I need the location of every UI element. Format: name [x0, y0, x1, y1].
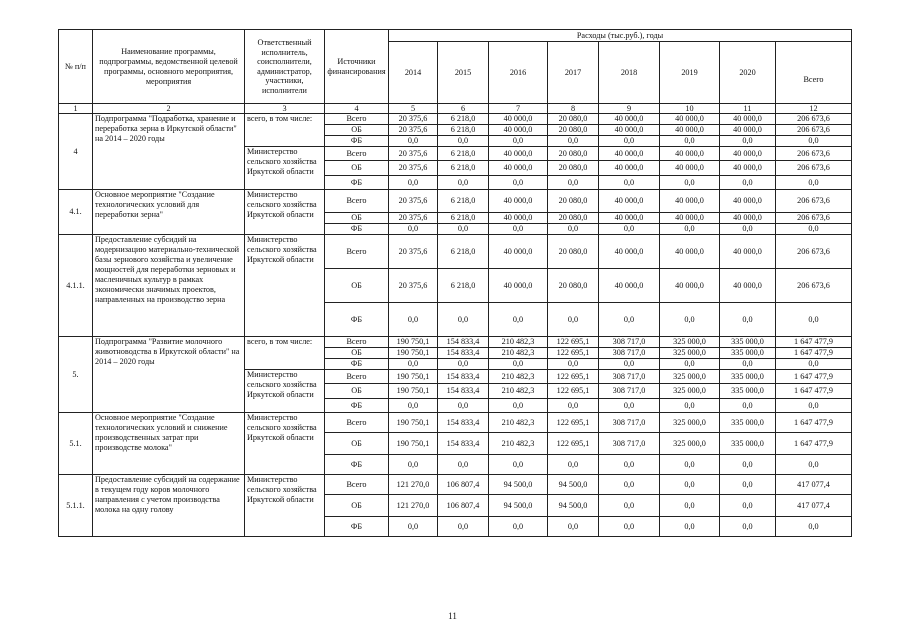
column-index: 8: [548, 104, 599, 114]
funding-source: Всего: [325, 114, 389, 125]
year-value: 0,0: [599, 136, 660, 147]
year-value: 0,0: [438, 176, 489, 190]
column-index: 2: [93, 104, 245, 114]
funding-source: Всего: [325, 147, 389, 161]
column-index: 7: [489, 104, 548, 114]
year-value: 308 717,0: [599, 348, 660, 359]
total-value: 206 673,6: [776, 235, 852, 269]
total-value: 0,0: [776, 176, 852, 190]
year-value: 20 375,6: [389, 213, 438, 224]
total-value: 206 673,6: [776, 269, 852, 303]
total-value: 0,0: [776, 136, 852, 147]
year-value: 40 000,0: [599, 269, 660, 303]
year-value: 325 000,0: [660, 384, 720, 399]
year-value: 0,0: [660, 359, 720, 370]
column-index: 9: [599, 104, 660, 114]
year-value: 40 000,0: [489, 125, 548, 136]
year-value: 20 375,6: [389, 161, 438, 176]
year-value: 20 080,0: [548, 161, 599, 176]
column-index: 5: [389, 104, 438, 114]
year-value: 94 500,0: [489, 475, 548, 495]
year-value: 335 000,0: [720, 348, 776, 359]
year-value: 6 218,0: [438, 235, 489, 269]
header-source: Источники финансирования: [325, 30, 389, 104]
year-value: 0,0: [660, 495, 720, 517]
year-value: 0,0: [548, 359, 599, 370]
program-name: Основное мероприятие "Создание технологических условий и снижение производственных затрат при производстве молока": [93, 413, 245, 475]
total-value: 206 673,6: [776, 125, 852, 136]
year-value: 6 218,0: [438, 147, 489, 161]
year-value: 94 500,0: [548, 495, 599, 517]
year-value: 0,0: [599, 495, 660, 517]
header-year: 2014: [389, 42, 438, 104]
year-value: 40 000,0: [660, 161, 720, 176]
year-value: 40 000,0: [720, 190, 776, 213]
program-name: Предоставление субсидий на содержание в текущем году коров молочного направления с учетом производства молока на одну голову: [93, 475, 245, 537]
year-value: 0,0: [548, 517, 599, 537]
column-index: 1: [59, 104, 93, 114]
year-value: 0,0: [389, 303, 438, 337]
year-value: 40 000,0: [660, 125, 720, 136]
year-value: 210 482,3: [489, 370, 548, 384]
year-value: 40 000,0: [489, 161, 548, 176]
year-value: 40 000,0: [489, 190, 548, 213]
year-value: 6 218,0: [438, 190, 489, 213]
year-value: 0,0: [489, 399, 548, 413]
total-value: 206 673,6: [776, 190, 852, 213]
year-value: 20 080,0: [548, 269, 599, 303]
year-value: 0,0: [548, 176, 599, 190]
year-value: 325 000,0: [660, 413, 720, 433]
executor: Министерство сельского хозяйства Иркутской области: [245, 475, 325, 537]
year-value: 308 717,0: [599, 370, 660, 384]
year-value: 325 000,0: [660, 370, 720, 384]
year-value: 0,0: [599, 399, 660, 413]
year-value: 40 000,0: [599, 235, 660, 269]
year-value: 0,0: [389, 517, 438, 537]
year-value: 40 000,0: [660, 190, 720, 213]
year-value: 122 695,1: [548, 384, 599, 399]
column-index: 3: [245, 104, 325, 114]
funding-source: ФБ: [325, 455, 389, 475]
year-value: 40 000,0: [489, 213, 548, 224]
year-value: 0,0: [489, 176, 548, 190]
year-value: 0,0: [438, 455, 489, 475]
total-value: 206 673,6: [776, 147, 852, 161]
table-header: [59, 30, 852, 114]
year-value: 0,0: [720, 399, 776, 413]
year-value: 335 000,0: [720, 337, 776, 348]
header-year: 2017: [548, 42, 599, 104]
year-value: 154 833,4: [438, 337, 489, 348]
header-num: № п/п: [59, 30, 93, 104]
total-value: 417 077,4: [776, 495, 852, 517]
year-value: 0,0: [599, 224, 660, 235]
year-value: 190 750,1: [389, 433, 438, 455]
year-value: 20 375,6: [389, 114, 438, 125]
total-value: 1 647 477,9: [776, 337, 852, 348]
year-value: 0,0: [438, 136, 489, 147]
year-value: 0,0: [438, 517, 489, 537]
year-value: 6 218,0: [438, 161, 489, 176]
column-index: 12: [776, 104, 852, 114]
header-expenses: Расходы (тыс.руб.), годы: [389, 30, 852, 42]
year-value: 190 750,1: [389, 384, 438, 399]
executor: Министерство сельского хозяйства Иркутской области: [245, 235, 325, 337]
year-value: 190 750,1: [389, 413, 438, 433]
year-value: 0,0: [389, 455, 438, 475]
funding-source: ФБ: [325, 359, 389, 370]
year-value: 40 000,0: [720, 213, 776, 224]
year-value: 308 717,0: [599, 384, 660, 399]
year-value: 0,0: [660, 303, 720, 337]
year-value: 308 717,0: [599, 337, 660, 348]
year-value: 40 000,0: [660, 147, 720, 161]
year-value: 6 218,0: [438, 269, 489, 303]
year-value: 40 000,0: [720, 125, 776, 136]
year-value: 190 750,1: [389, 370, 438, 384]
year-value: 40 000,0: [660, 213, 720, 224]
year-value: 0,0: [599, 455, 660, 475]
year-value: 0,0: [720, 455, 776, 475]
column-index-row: [59, 104, 852, 114]
total-value: 1 647 477,9: [776, 384, 852, 399]
year-value: 0,0: [389, 136, 438, 147]
funding-source: ФБ: [325, 399, 389, 413]
program-name: Предоставление субсидий на модернизацию материально-технической базы зернового хозяйства и увеличение мощностей для переработки зерновых и масленичных культур в рамках экономически значимых проектов, направленных на производство зерна: [93, 235, 245, 337]
year-value: 20 375,6: [389, 235, 438, 269]
year-value: 6 218,0: [438, 125, 489, 136]
table-row: [59, 235, 852, 269]
year-value: 40 000,0: [660, 269, 720, 303]
year-value: 210 482,3: [489, 413, 548, 433]
year-value: 40 000,0: [599, 125, 660, 136]
header-year: 2019: [660, 42, 720, 104]
year-value: 20 375,6: [389, 269, 438, 303]
year-value: 0,0: [720, 475, 776, 495]
year-value: 0,0: [660, 517, 720, 537]
year-value: 40 000,0: [720, 269, 776, 303]
year-value: 0,0: [389, 359, 438, 370]
total-value: 417 077,4: [776, 475, 852, 495]
funding-source: ФБ: [325, 517, 389, 537]
year-value: 40 000,0: [599, 147, 660, 161]
year-value: 0,0: [489, 136, 548, 147]
year-value: 154 833,4: [438, 384, 489, 399]
year-value: 0,0: [599, 475, 660, 495]
year-value: 0,0: [660, 475, 720, 495]
year-value: 0,0: [489, 455, 548, 475]
funding-source: Всего: [325, 235, 389, 269]
year-value: 0,0: [548, 224, 599, 235]
program-name: Подпрограмма "Развитие молочного животноводства в Иркутской области" на 2014 – 2020 годы: [93, 337, 245, 413]
year-value: 154 833,4: [438, 370, 489, 384]
row-number: 4.1.: [59, 190, 93, 235]
year-value: 0,0: [720, 359, 776, 370]
column-index: 4: [325, 104, 389, 114]
year-value: 0,0: [720, 136, 776, 147]
executor: Министерство сельского хозяйства Иркутской области: [245, 370, 325, 413]
year-value: 40 000,0: [720, 114, 776, 125]
row-number: 5.1.1.: [59, 475, 93, 537]
year-value: 308 717,0: [599, 413, 660, 433]
funding-source: ОБ: [325, 384, 389, 399]
funding-source: ФБ: [325, 224, 389, 235]
total-value: 0,0: [776, 303, 852, 337]
year-value: 325 000,0: [660, 337, 720, 348]
executor: всего, в том числе:: [245, 337, 325, 370]
funding-source: ФБ: [325, 136, 389, 147]
year-value: 106 807,4: [438, 475, 489, 495]
table-row: [59, 475, 852, 495]
year-value: 40 000,0: [660, 114, 720, 125]
year-value: 0,0: [438, 359, 489, 370]
column-index: 11: [720, 104, 776, 114]
year-value: 122 695,1: [548, 433, 599, 455]
year-value: 154 833,4: [438, 433, 489, 455]
year-value: 190 750,1: [389, 337, 438, 348]
total-value: 1 647 477,9: [776, 348, 852, 359]
expenditure-table: [58, 29, 852, 537]
year-value: 0,0: [720, 495, 776, 517]
header-executor: Ответственный исполнитель, соисполнители, администратор, участники, исполнители: [245, 30, 325, 104]
funding-source: ОБ: [325, 495, 389, 517]
year-value: 0,0: [489, 303, 548, 337]
year-value: 0,0: [389, 399, 438, 413]
year-value: 154 833,4: [438, 348, 489, 359]
funding-source: ОБ: [325, 269, 389, 303]
header-year: 2020: [720, 42, 776, 104]
year-value: 0,0: [438, 224, 489, 235]
year-value: 0,0: [489, 359, 548, 370]
year-value: 0,0: [548, 136, 599, 147]
year-value: 210 482,3: [489, 337, 548, 348]
program-name: Основное мероприятие "Создание технологических условий для переработки зерна": [93, 190, 245, 235]
year-value: 20 080,0: [548, 125, 599, 136]
year-value: 0,0: [660, 136, 720, 147]
year-value: 20 080,0: [548, 147, 599, 161]
row-number: 5.: [59, 337, 93, 413]
year-value: 20 375,6: [389, 147, 438, 161]
column-index: 10: [660, 104, 720, 114]
total-value: 0,0: [776, 517, 852, 537]
total-value: 1 647 477,9: [776, 413, 852, 433]
header-year: 2015: [438, 42, 489, 104]
year-value: 20 375,6: [389, 190, 438, 213]
year-value: 40 000,0: [599, 190, 660, 213]
year-value: 40 000,0: [599, 114, 660, 125]
year-value: 40 000,0: [720, 161, 776, 176]
year-value: 20 375,6: [389, 125, 438, 136]
year-value: 0,0: [599, 176, 660, 190]
year-value: 0,0: [660, 399, 720, 413]
funding-source: Всего: [325, 475, 389, 495]
year-value: 0,0: [660, 176, 720, 190]
funding-source: ФБ: [325, 176, 389, 190]
year-value: 0,0: [599, 359, 660, 370]
year-value: 20 080,0: [548, 190, 599, 213]
year-value: 0,0: [389, 176, 438, 190]
year-value: 20 080,0: [548, 213, 599, 224]
total-value: 0,0: [776, 399, 852, 413]
year-value: 0,0: [660, 224, 720, 235]
total-value: 1 647 477,9: [776, 433, 852, 455]
year-value: 122 695,1: [548, 370, 599, 384]
year-value: 40 000,0: [489, 147, 548, 161]
funding-source: Всего: [325, 370, 389, 384]
total-value: 0,0: [776, 455, 852, 475]
year-value: 0,0: [548, 303, 599, 337]
year-value: 40 000,0: [599, 213, 660, 224]
table-row: [59, 413, 852, 433]
funding-source: ОБ: [325, 213, 389, 224]
total-value: 206 673,6: [776, 161, 852, 176]
year-value: 308 717,0: [599, 433, 660, 455]
year-value: 0,0: [660, 455, 720, 475]
year-value: 122 695,1: [548, 413, 599, 433]
year-value: 335 000,0: [720, 433, 776, 455]
funding-source: Всего: [325, 413, 389, 433]
table-row: [59, 114, 852, 125]
year-value: 0,0: [489, 517, 548, 537]
funding-source: ФБ: [325, 303, 389, 337]
executor: Министерство сельского хозяйства Иркутской области: [245, 147, 325, 190]
year-value: 40 000,0: [720, 235, 776, 269]
year-value: 121 270,0: [389, 475, 438, 495]
year-value: 40 000,0: [660, 235, 720, 269]
year-value: 0,0: [720, 224, 776, 235]
table-body: [59, 114, 852, 537]
year-value: 40 000,0: [720, 147, 776, 161]
year-value: 106 807,4: [438, 495, 489, 517]
year-value: 0,0: [720, 517, 776, 537]
row-number: 4.1.1.: [59, 235, 93, 337]
year-value: 94 500,0: [548, 475, 599, 495]
header-year: 2018: [599, 42, 660, 104]
year-value: 335 000,0: [720, 384, 776, 399]
executor: Министерство сельского хозяйства Иркутской области: [245, 190, 325, 235]
year-value: 0,0: [438, 399, 489, 413]
funding-source: ОБ: [325, 348, 389, 359]
year-value: 210 482,3: [489, 433, 548, 455]
year-value: 0,0: [489, 224, 548, 235]
year-value: 0,0: [548, 399, 599, 413]
year-value: 0,0: [720, 176, 776, 190]
year-value: 210 482,3: [489, 348, 548, 359]
executor: всего, в том числе:: [245, 114, 325, 147]
year-value: 325 000,0: [660, 348, 720, 359]
total-value: 0,0: [776, 224, 852, 235]
year-value: 0,0: [389, 224, 438, 235]
year-value: 0,0: [438, 303, 489, 337]
year-value: 122 695,1: [548, 348, 599, 359]
year-value: 325 000,0: [660, 433, 720, 455]
column-index: 6: [438, 104, 489, 114]
funding-source: ОБ: [325, 433, 389, 455]
year-value: 40 000,0: [489, 114, 548, 125]
program-name: Подпрограмма "Подработка, хранение и переработка зерна в Иркутской области" на 2014 – 2020 годы: [93, 114, 245, 190]
year-value: 20 080,0: [548, 114, 599, 125]
header-name: Наименование программы, подпрограммы, ведомственной целевой программы, основного мероприятия, мероприятия: [93, 30, 245, 104]
year-value: 154 833,4: [438, 413, 489, 433]
year-value: 40 000,0: [489, 269, 548, 303]
year-value: 40 000,0: [599, 161, 660, 176]
year-value: 94 500,0: [489, 495, 548, 517]
year-value: 335 000,0: [720, 413, 776, 433]
header-year: 2016: [489, 42, 548, 104]
total-value: 206 673,6: [776, 114, 852, 125]
table-row: [59, 190, 852, 213]
executor: Министерство сельского хозяйства Иркутской области: [245, 413, 325, 475]
row-number: 5.1.: [59, 413, 93, 475]
year-value: 210 482,3: [489, 384, 548, 399]
year-value: 0,0: [548, 455, 599, 475]
year-value: 122 695,1: [548, 337, 599, 348]
year-value: 6 218,0: [438, 213, 489, 224]
year-value: 0,0: [720, 303, 776, 337]
table-row: [59, 337, 852, 348]
funding-source: ОБ: [325, 125, 389, 136]
year-value: 190 750,1: [389, 348, 438, 359]
year-value: 20 080,0: [548, 235, 599, 269]
year-value: 335 000,0: [720, 370, 776, 384]
funding-source: ОБ: [325, 161, 389, 176]
header-total: Всего: [776, 42, 852, 104]
total-value: 206 673,6: [776, 213, 852, 224]
row-number: 4: [59, 114, 93, 190]
total-value: 0,0: [776, 359, 852, 370]
year-value: 121 270,0: [389, 495, 438, 517]
year-value: 6 218,0: [438, 114, 489, 125]
total-value: 1 647 477,9: [776, 370, 852, 384]
funding-source: Всего: [325, 190, 389, 213]
year-value: 40 000,0: [489, 235, 548, 269]
year-value: 0,0: [599, 517, 660, 537]
page-number: 11: [448, 611, 457, 621]
year-value: 0,0: [599, 303, 660, 337]
funding-source: Всего: [325, 337, 389, 348]
